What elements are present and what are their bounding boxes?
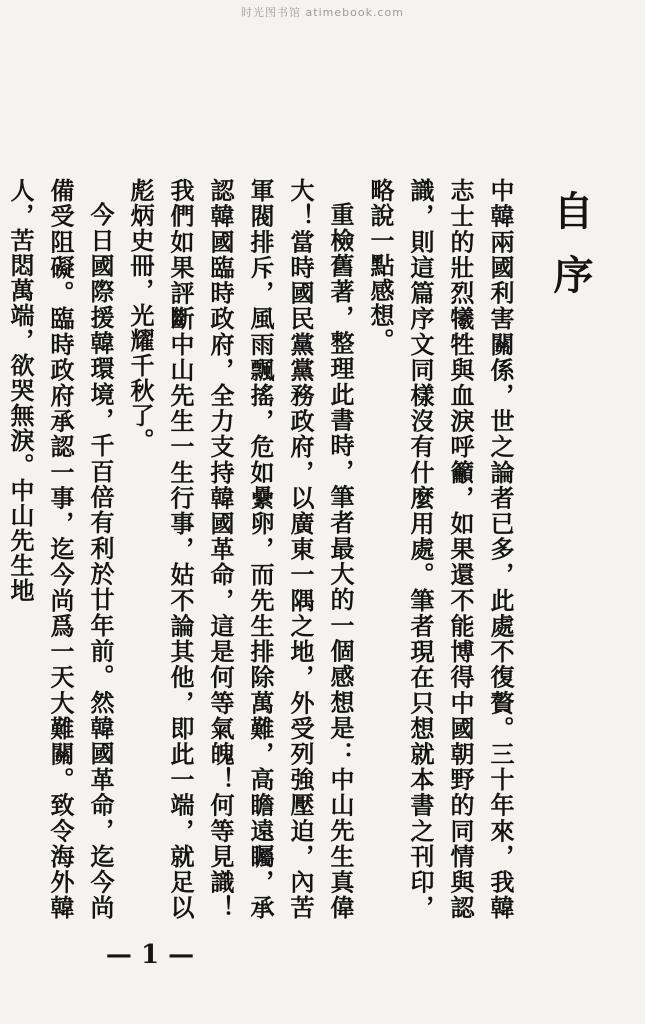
paragraph-3: 今日國際援韓環境，千百倍有利於廿年前。然韓國革命，迄今尚備受阻礙。臨時政府承認一事，迄今尚爲一天大難關。致令海外韓人，苦悶萬端，欲哭無淚。中山先生地	[6, 178, 115, 920]
page-number: — 1 —	[105, 940, 195, 970]
page-title: 自序	[547, 190, 594, 318]
watermark: 时光图书馆 atimebook.com	[241, 6, 404, 19]
paragraph-2: 重檢舊著，整理此書時，筆者最大的一個感想是：中山先生真偉大！當時國民黨黨務政府，以廣東一隅之地，外受列強壓迫，內苦軍閥排斥，風雨飄搖，危如纍卵，而先生排除萬難，高瞻遠矚，承認韓國臨時政府，全力支持韓國革命，這是何等氣魄！何等見識！我們如果評斷中山先生一生行事，姑不論其他，即此一端，就足以彪炳史冊，光耀千秋了。	[126, 178, 355, 920]
body-text	[6, 178, 520, 920]
paragraph-1: 中韓兩國利害關係，世之論者已多，此處不復贅。三十年來，我韓志士的壯烈犧牲與血淚呼籲，如果還不能博得中國朝野的同情與認識，則這篇序文同樣沒有什麼用處。筆者現在只想就本書之刊印，略說一點感想。	[366, 178, 515, 920]
